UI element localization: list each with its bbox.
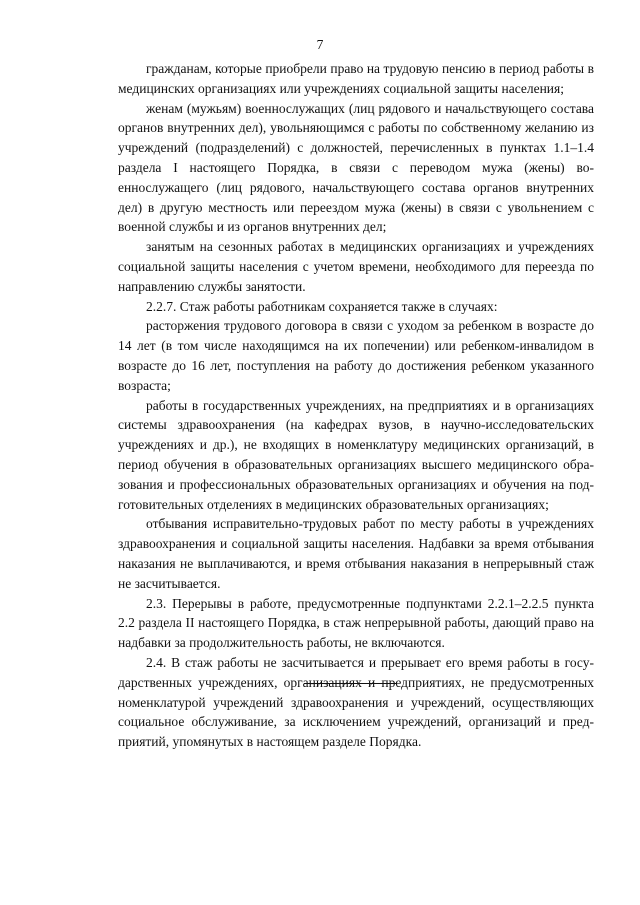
paragraph-2-2-7-heading: 2.2.7. Стаж работы работникам сохраняется также в случаях: [146, 298, 498, 314]
paragraph-seasonal-workers: занятым на сезонных работах в медицинских организациях и учреждениях социальной защиты населения с учетом времени, необходимого для переезда по направлению службы занятости. [118, 239, 594, 294]
page-number: 7 [316, 37, 324, 52]
paragraph-state-institutions: работы в государственных учреждениях, на предприятиях и в организациях системы здравоохранения (на кафедрах вузов, в научно-исследовательских учреждениях и др.), не входящих в номенклатуру медицинских организаций, в период обучения в образовательных организациях высшего медицинского образования и профессиональных образовательных организациях и обучения на подготовительных отделениях в медицинских образовательных организациях; [118, 397, 594, 512]
paragraph-2-4-not-counted: 2.4. В стаж работы не засчитывается и прерывает его время работы в государственных учреждениях, организациях и предприятиях, не предусмотренных номенклатурой учреждений здравоохранения и учреждений, осуществляющих социальное обслуживание, за исключением учреждений, организаций и предприятий, упомянутых в настоящем разделе Порядка. [118, 654, 594, 750]
paragraph-correctional-labor: отбывания исправительно-трудовых работ по месту работы в учреждениях здравоохранения и социальной защиты населения. Надбавки за время отбывания наказания не выплачиваются, и время отбывания наказания в непрерывный стаж не засчитывается. [118, 516, 594, 591]
paragraph-pensioners: гражданам, которые приобрели право на трудовую пенсию в период работы в медицинских организациях или учреждениях социальной защиты населения; [118, 61, 594, 96]
document-body [118, 59, 594, 752]
closing-rule [304, 683, 396, 684]
paragraph-military-spouses: женам (мужьям) военнослужащих (лиц рядового и начальствующего состава органов внутренних дел), увольняющимся с работы по собственному желанию из учреждений (подразделений) с должностей, перечисленных в пунктах 1.1–1.4 раздела I настоящего Порядка, в связи с переводом мужа (жены) военнослужащего (лиц рядового, начальствующего состава органов внутренних дел) в другую местность или переездом мужа (жены) в связи с увольнением с военной службы и из органов внутренних дел; [118, 100, 594, 235]
paragraph-childcare: расторжения трудового договора в связи с уходом за ребенком в возрасте до 14 лет (в том числе находящимся на их попечении) или ребенком-инвалидом в возрасте до 16 лет, поступления на работу до достижения ребенком указанного возраста; [118, 318, 594, 393]
paragraph-2-3-breaks: 2.3. Перерывы в работе, предусмотренные подпунктами 2.2.1–2.2.5 пункта 2.2 раздела II настоящего Порядка, в стаж непрерывной работы, дающий право на надбавки за продолжительность работы, не включаются. [118, 595, 594, 651]
